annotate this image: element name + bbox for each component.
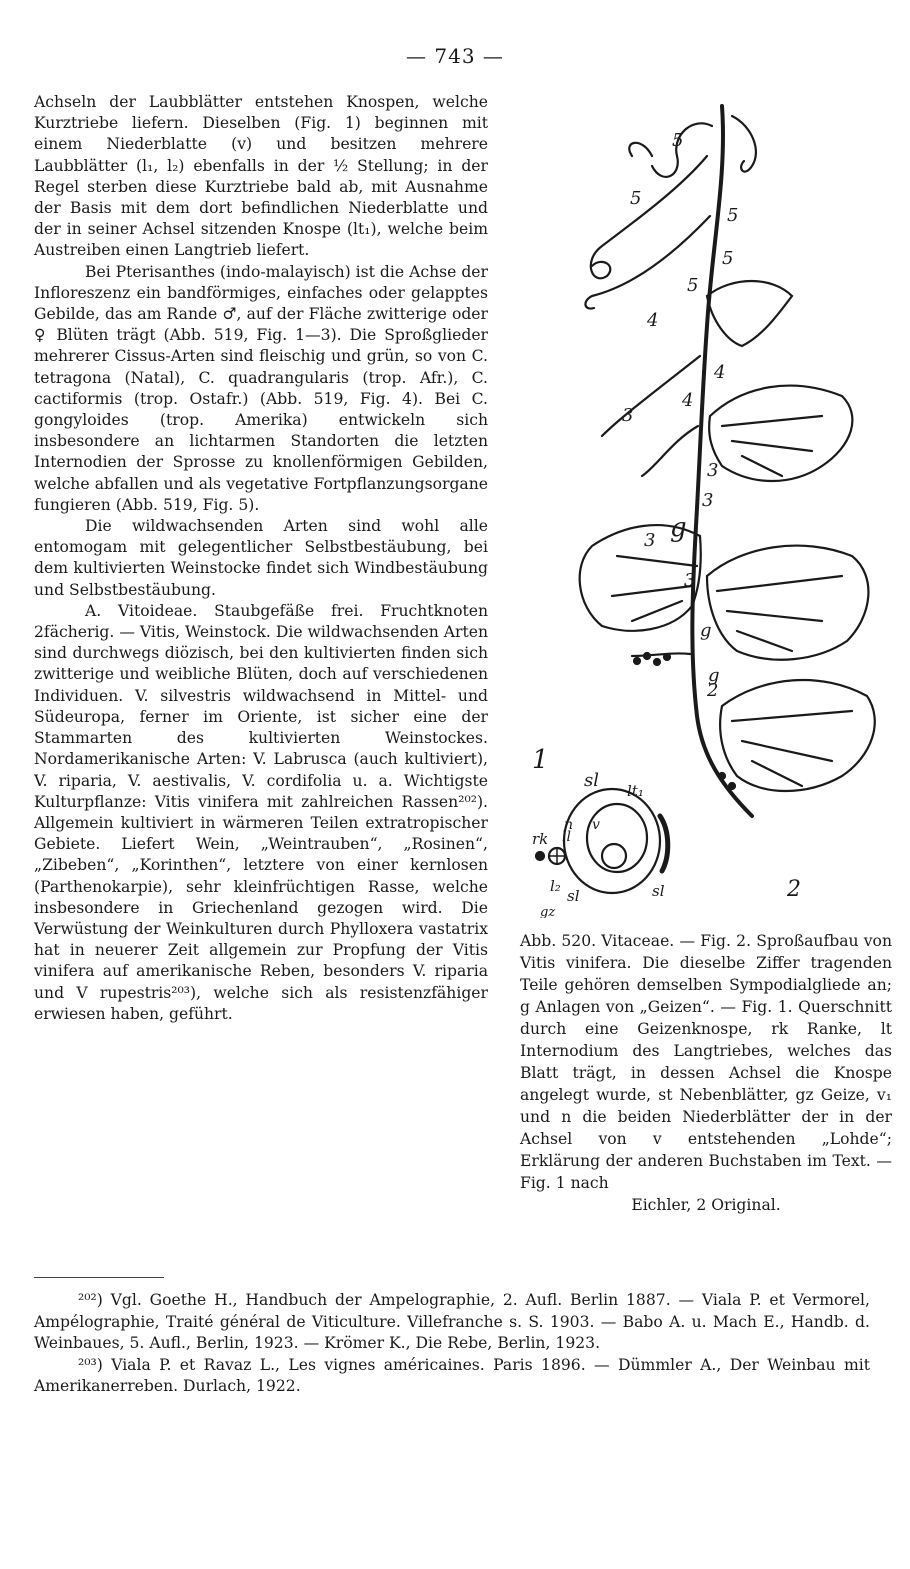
fig-label: g <box>700 620 712 641</box>
fig-label: ll <box>562 829 571 845</box>
main-text-column <box>34 92 488 1025</box>
footnotes <box>34 1290 870 1398</box>
caption-body: Abb. 520. Vitaceae. — Fig. 2. Sproßaufbau von Vitis vinifera. Die dieselbe Ziffer tragenden Teile gehören demselben Sympodialgliede an; g Anlagen von „Geizen“. — Fig. 1. Querschnitt durch eine Geizenknospe, rk Ranke, lt Internodium des Langtriebes, welches das Blatt trägt, in dessen Achsel die Knospe angelegt wurde, st Nebenblätter, gz Geize, v₁ und n die beiden Niederblätter der in der Achsel von v entstehenden „Lohde“; Erklärung der anderen Buchstaben im Text. — Fig. 1 nach <box>520 932 892 1192</box>
figure-caption <box>520 930 892 1216</box>
paragraph-1: Achseln der Laubblätter entstehen Knospen, welche Kurztriebe liefern. Dieselben (Fig. 1) beginnen mit einem Niederblatte (v) und besitzen mehrere Laubblätter (l₁, l₂) ebenfalls in der ½ Stellung; in der Regel sterben diese Kurztriebe bald ab, mit Ausnahme der Basis mit dem dort befindlichen Niederblatte und der in seiner Achsel sitzenden Knospe (lt₁), welche beim Austreiben einen Langtrieb liefert. <box>34 93 488 260</box>
caption-attribution: Eichler, 2 Original. <box>631 1196 781 1214</box>
fig-label: 3 <box>644 530 656 551</box>
fig-label: gz <box>540 905 556 918</box>
fig-label: 2 <box>787 877 801 902</box>
paragraph-3: Die wildwachsenden Arten sind wohl alle entomogam mit gelegentlicher Selbstbestäubung, bei dem kultivierten Weinstocke findet sich Windbestäubung und Selbstbestäubung. <box>34 517 488 599</box>
fig-label: lt₁ <box>627 782 644 800</box>
fig-label: 5 <box>727 205 739 226</box>
fig-label: g <box>670 513 687 543</box>
fig-label: 4 <box>647 310 659 331</box>
footnote-202: ²⁰²) Vgl. Goethe H., Handbuch der Ampelographie, 2. Aufl. Berlin 1887. — Viala P. et Vermorel, Ampélographie, Traité général de Viticulture. Villefranche s. S. 1903. — Babo A. u. Mach E., Handb. d. Weinbaues, 5. Aufl., Berlin, 1923. — Krömer K., Die Rebe, Berlin, 1923. <box>34 1291 870 1353</box>
fig-label: 5 <box>687 275 699 296</box>
fig-label: sl <box>567 887 580 905</box>
fig-label: rk <box>532 830 549 848</box>
fig-label: 5 <box>722 248 734 269</box>
footnote-divider <box>34 1277 164 1278</box>
fig-label: 4 <box>682 390 694 411</box>
fig-label: g <box>708 665 720 686</box>
paragraph-2: Bei Pterisanthes (indo-malayisch) ist die Achse der Infloreszenz ein bandförmiges, einfaches oder gelapptes Gebilde, das am Rande ♂, auf der Fläche zwitterige oder ♀ Blüten trägt (Abb. 519, Fig. 1—3). Die Sproßglieder mehrerer Cissus-Arten sind fleischig und grün, so von C. tetragona (Natal), C. quadrangularis (trop. Afr.), C. cactiformis (trop. Ostafr.) (Abb. 519, Fig. 4). Bei C. gongyloides (trop. Amerika) entwickeln sich insbesondere an lichtarmen Standorten die letzten Internodien der Sprosse zu knollenförmigen Gebilden, welche abfallen und als vegetative Fortpflanzungsorgane fungieren (Abb. 519, Fig. 5). <box>34 262 488 514</box>
fig-label: 3 <box>707 460 719 481</box>
fig-label: 5 <box>672 130 684 151</box>
fig-label: 4 <box>714 362 726 383</box>
fig-label: sl <box>652 882 665 900</box>
page-number: — 743 — <box>406 44 504 68</box>
fig-label: 5 <box>630 188 642 209</box>
fig-label: 3 <box>702 490 714 511</box>
paragraph-4: A. Vitoideae. Staubgefäße frei. Fruchtknoten 2fächerig. — Vitis, Weinstock. Die wildwachsenden Arten sind durchwegs diözisch, bei den kultivierten finden sich zwitterige und weibliche Blüten, doch auf verschiedenen Individuen. V. silvestris wildwachsend in Mittel- und Südeuropa, ferner im Oriente, ist sicher eine der Stammarten des kultivierten Weinstockes. Nordamerikanische Arten: V. Labrusca (auch kultiviert), V. riparia, V. aestivalis, V. cordifolia u. a. Wichtigste Kulturpflanze: Vitis vinifera mit zahlreichen Rassen²⁰²). Allgemein kultiviert in wärmeren Teilen extratropischer Gebiete. Liefert Wein, „Weintrauben“, „Rosinen“, „Zibeben“, „Korinthen“, letztere von einer kernlosen (Parthenokarpie), sehr kleinfrüchtigen Rasse, welche insbesondere in Griechenland gezogen wird. Die Verwüstung der Weinkulturen durch Phylloxera vastatrix hat in neuerer Zeit allgemein zur Propfung der Vitis vinifera auf amerikanische Reben, besonders V. riparia und V rupestris²⁰³), welche sich als resistenzfähiger erwiesen haben, geführt. <box>34 601 488 1023</box>
fig-label: v <box>592 817 600 833</box>
vine-drawing <box>522 96 894 918</box>
fig-label: 3 <box>684 570 696 591</box>
fig-label: sl <box>584 770 599 791</box>
footnote-203: ²⁰³) Viala P. et Ravaz L., Les vignes américaines. Paris 1896. — Dümmler A., Der Weinbau mit Amerikanerreben. Durlach, 1922. <box>34 1355 870 1396</box>
vitis-vinifera-illustration <box>522 96 894 918</box>
fig-label: l₂ <box>550 877 561 895</box>
fig-label: 1 <box>532 745 549 775</box>
fig-label: 3 <box>622 405 634 426</box>
fig-label: 2 <box>707 680 719 701</box>
fig-label: n <box>564 817 574 833</box>
